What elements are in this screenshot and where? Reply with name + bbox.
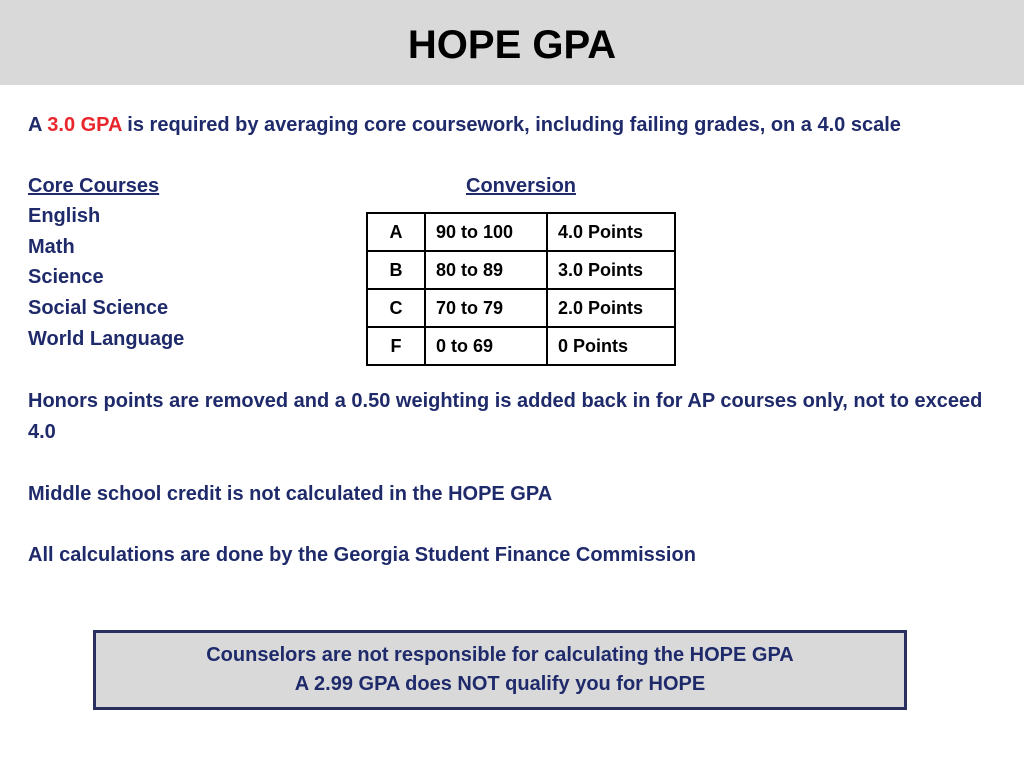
table-row bbox=[367, 289, 675, 327]
core-course-item: Science bbox=[28, 266, 104, 288]
range-cell: 90 to 100 bbox=[425, 213, 547, 251]
gpa-requirement bbox=[28, 113, 901, 137]
title-bar bbox=[0, 0, 1024, 85]
gpa-requirement-suffix: is required by averaging core coursework, including failing grades, on a 4.0 scale bbox=[121, 114, 901, 136]
table-row bbox=[367, 327, 675, 365]
range-cell: 80 to 89 bbox=[425, 251, 547, 289]
conversion-table bbox=[366, 212, 676, 366]
gpa-requirement-highlight: 3.0 GPA bbox=[47, 114, 122, 136]
table-row bbox=[367, 251, 675, 289]
core-courses-heading: Core Courses bbox=[28, 175, 160, 197]
points-cell: 2.0 Points bbox=[547, 289, 675, 327]
middle-school-note: Middle school credit is not calculated in the HOPE GPA bbox=[28, 483, 553, 505]
notice-line-2: A 2.99 GPA does NOT qualify you for HOPE bbox=[294, 673, 706, 695]
conversion-heading: Conversion bbox=[466, 175, 577, 197]
notice-line-1: Counselors are not responsible for calculating the HOPE GPA bbox=[206, 644, 794, 666]
core-course-item: World Language bbox=[28, 328, 185, 350]
core-course-item: Social Science bbox=[28, 297, 169, 319]
core-course-item: Math bbox=[28, 236, 75, 258]
core-course-item: English bbox=[28, 205, 101, 227]
range-cell: 70 to 79 bbox=[425, 289, 547, 327]
page-title: HOPE GPA bbox=[407, 23, 617, 67]
table-row bbox=[367, 213, 675, 251]
grade-cell: F bbox=[367, 327, 425, 365]
gpa-requirement-prefix: A bbox=[28, 114, 48, 136]
range-cell: 0 to 69 bbox=[425, 327, 547, 365]
honors-note: Honors points are removed and a 0.50 weighting is added back in for AP courses only, not to exceed 4.0 bbox=[28, 390, 983, 443]
points-cell: 3.0 Points bbox=[547, 251, 675, 289]
grade-cell: C bbox=[367, 289, 425, 327]
points-cell: 4.0 Points bbox=[547, 213, 675, 251]
notice-box bbox=[93, 630, 907, 710]
points-cell: 0 Points bbox=[547, 327, 675, 365]
calculations-note: All calculations are done by the Georgia Student Finance Commission bbox=[28, 544, 696, 566]
grade-cell: A bbox=[367, 213, 425, 251]
grade-cell: B bbox=[367, 251, 425, 289]
